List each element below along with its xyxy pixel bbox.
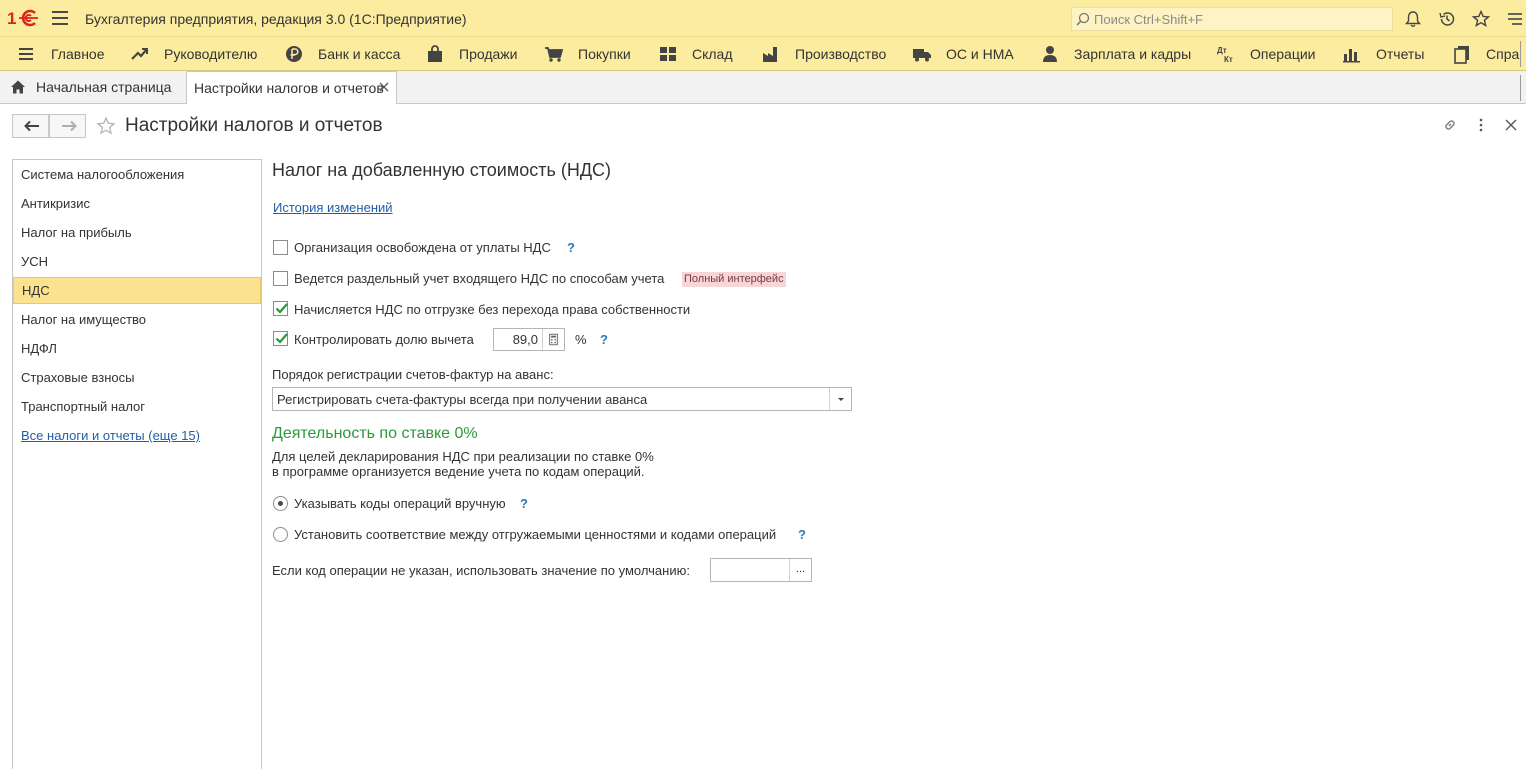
books-icon (1452, 44, 1472, 64)
dt-kt-icon (1216, 44, 1236, 64)
section-label: Продажи (459, 45, 518, 62)
radio-selected-dot (278, 501, 283, 506)
zero-rate-description-line: в программе организуется ведение учета по кодам операций. (272, 464, 645, 479)
match-codes-label[interactable]: Установить соответствие между отгружаемыми ценностями и кодами операций (294, 527, 777, 542)
nav-item-label: НДС (22, 283, 50, 298)
help-icon[interactable]: ? (567, 240, 575, 255)
settings-nav-list (12, 159, 262, 769)
nav-item-label: Страховые взносы (21, 370, 135, 385)
section-main[interactable] (17, 37, 105, 70)
select-button[interactable]: ... (789, 559, 811, 581)
title-bar (0, 0, 1526, 37)
1c-logo[interactable] (7, 8, 39, 28)
section-reports[interactable] (1342, 37, 1424, 70)
cart-icon (544, 44, 564, 64)
separate-accounting-checkbox[interactable] (273, 271, 288, 286)
open-pages-bar (0, 71, 1526, 104)
section-label: Спра (1486, 45, 1520, 62)
section-manager[interactable] (130, 37, 257, 70)
exempt-label[interactable]: Организация освобождена от уплаты НДС (294, 240, 551, 255)
section-warehouse[interactable] (658, 37, 733, 70)
factory-icon (761, 44, 781, 64)
home-icon (10, 79, 26, 95)
section-label: ОС и НМА (946, 45, 1014, 62)
nav-item-label: Транспортный налог (21, 399, 146, 414)
nav-item-label: Система налогообложения (21, 167, 185, 182)
app-title: Бухгалтерия предприятия, редакция 3.0 (1С:Предприятие) (85, 11, 467, 27)
section-bank[interactable] (284, 37, 400, 70)
match-codes-radio[interactable] (273, 527, 288, 542)
nav-item-profit-tax[interactable] (13, 219, 261, 246)
main-menu-icon[interactable] (52, 11, 68, 25)
close-form-icon[interactable] (1503, 117, 1519, 133)
forward-button[interactable] (49, 114, 86, 138)
dropdown-button[interactable] (829, 388, 851, 410)
tab-tax-settings-label: Настройки налогов и отчетов (194, 80, 384, 96)
zero-rate-description (272, 449, 654, 479)
arrow-left-icon (24, 120, 40, 132)
sections-panel (0, 37, 1526, 71)
svg-text:1: 1 (7, 9, 17, 28)
separate-accounting-label[interactable]: Ведется раздельный учет входящего НДС по способам учета (294, 271, 665, 286)
nav-item-label: Налог на прибыль (21, 225, 132, 240)
section-label: Руководителю (164, 45, 258, 62)
help-icon[interactable]: ? (600, 332, 608, 347)
nav-item-label: Антикризис (21, 196, 90, 211)
checkmark-icon (275, 332, 288, 345)
section-production[interactable] (761, 37, 886, 70)
default-code-input[interactable] (710, 558, 812, 582)
bag-icon (425, 44, 445, 64)
bell-icon[interactable] (1403, 9, 1423, 29)
person-icon (1040, 44, 1060, 64)
deduction-control-checkbox[interactable] (273, 331, 288, 346)
nav-item-vat[interactable] (13, 277, 261, 304)
page-title: Настройки налогов и отчетов (125, 115, 383, 136)
svg-text:Дт: Дт (1217, 45, 1227, 55)
nav-item-insurance[interactable] (13, 364, 261, 391)
search-icon (1076, 12, 1090, 26)
arrow-right-icon (61, 120, 77, 132)
history-icon[interactable] (1437, 9, 1457, 29)
nav-item-label: УСН (21, 254, 49, 269)
warehouse-icon (658, 44, 678, 64)
section-operations[interactable] (1216, 37, 1316, 70)
tab-home[interactable] (0, 71, 171, 103)
history-link[interactable]: История изменений (273, 200, 393, 215)
sections-scroll-indicator[interactable] (1520, 41, 1526, 67)
menu-icon (17, 44, 37, 64)
nav-item-tax-system[interactable] (13, 161, 261, 188)
exempt-checkbox[interactable] (273, 240, 288, 255)
manual-codes-radio[interactable] (273, 496, 288, 511)
more-actions-icon[interactable] (1473, 117, 1489, 133)
zero-rate-title: Деятельность по ставке 0% (272, 425, 478, 442)
section-label: Зарплата и кадры (1074, 45, 1192, 62)
section-payroll[interactable] (1040, 37, 1191, 70)
section-sales[interactable] (425, 37, 517, 70)
svg-text:Кт: Кт (1224, 54, 1233, 64)
section-label: Производство (795, 45, 887, 62)
invoice-order-select[interactable] (272, 387, 852, 411)
vat-section-title: Налог на добавленную стоимость (НДС) (272, 160, 612, 180)
deduction-control-label[interactable]: Контролировать долю вычета (294, 332, 474, 347)
ruble-icon (284, 44, 304, 64)
close-icon[interactable] (378, 81, 390, 93)
deduction-share-value: 89,0 (512, 332, 538, 347)
nav-item-all-taxes[interactable] (13, 422, 261, 449)
settings-menu-icon[interactable] (1505, 9, 1525, 29)
all-taxes-link[interactable]: Все налоги и отчеты (еще 15) (21, 428, 200, 443)
search-input[interactable] (1094, 10, 1384, 28)
nav-item-property-tax[interactable] (13, 306, 261, 333)
pages-scroll-indicator[interactable] (1520, 75, 1526, 101)
favorite-star-icon[interactable] (96, 116, 116, 136)
nav-item-transport-tax[interactable] (13, 393, 261, 420)
star-icon[interactable] (1471, 9, 1491, 29)
section-label: Склад (692, 45, 733, 62)
nav-item-label: НДФЛ (21, 341, 57, 356)
shipment-vat-label[interactable]: Начисляется НДС по отгрузке без перехода права собственности (294, 302, 691, 317)
link-icon[interactable] (1442, 117, 1458, 133)
section-purchases[interactable] (544, 37, 631, 70)
tab-tax-settings[interactable] (186, 71, 397, 104)
section-label: Главное (51, 45, 105, 62)
nav-item-label: Налог на имущество (21, 312, 147, 327)
section-label: Покупки (578, 45, 631, 62)
trend-icon (130, 44, 150, 64)
section-label: Операции (1250, 45, 1316, 62)
invoice-order-value: Регистрировать счета-фактуры всегда при получении аванса (277, 392, 648, 407)
back-button[interactable] (12, 114, 49, 138)
calculator-icon[interactable] (542, 329, 564, 350)
manual-codes-label[interactable]: Указывать коды операций вручную (294, 496, 506, 511)
checkmark-icon (275, 302, 288, 315)
chevron-down-icon (837, 397, 845, 402)
deduction-share-input[interactable] (493, 328, 565, 351)
percent-unit: % (575, 332, 587, 347)
help-icon[interactable]: ? (520, 496, 528, 511)
bar-chart-icon (1342, 44, 1362, 64)
default-code-label: Если код операции не указан, использовать значение по умолчанию: (272, 563, 690, 578)
nav-item-usn[interactable] (13, 248, 261, 275)
help-icon[interactable]: ? (798, 527, 806, 542)
section-label: Отчеты (1376, 45, 1425, 62)
invoice-order-label: Порядок регистрации счетов-фактур на аванс: (272, 367, 554, 382)
tab-home-label: Начальная страница (36, 79, 172, 95)
section-fixed-assets[interactable] (912, 37, 1014, 70)
nav-item-anticrisis[interactable] (13, 190, 261, 217)
section-reference[interactable] (1452, 37, 1519, 70)
section-label: Банк и касса (318, 45, 401, 62)
shipment-vat-checkbox[interactable] (273, 301, 288, 316)
nav-item-ndfl[interactable] (13, 335, 261, 362)
zero-rate-description-line: Для целей декларирования НДС при реализации по ставке 0% (272, 449, 654, 464)
search-box[interactable] (1071, 7, 1393, 31)
truck-icon (912, 44, 932, 64)
full-interface-badge: Полный интерфейс (684, 273, 784, 285)
